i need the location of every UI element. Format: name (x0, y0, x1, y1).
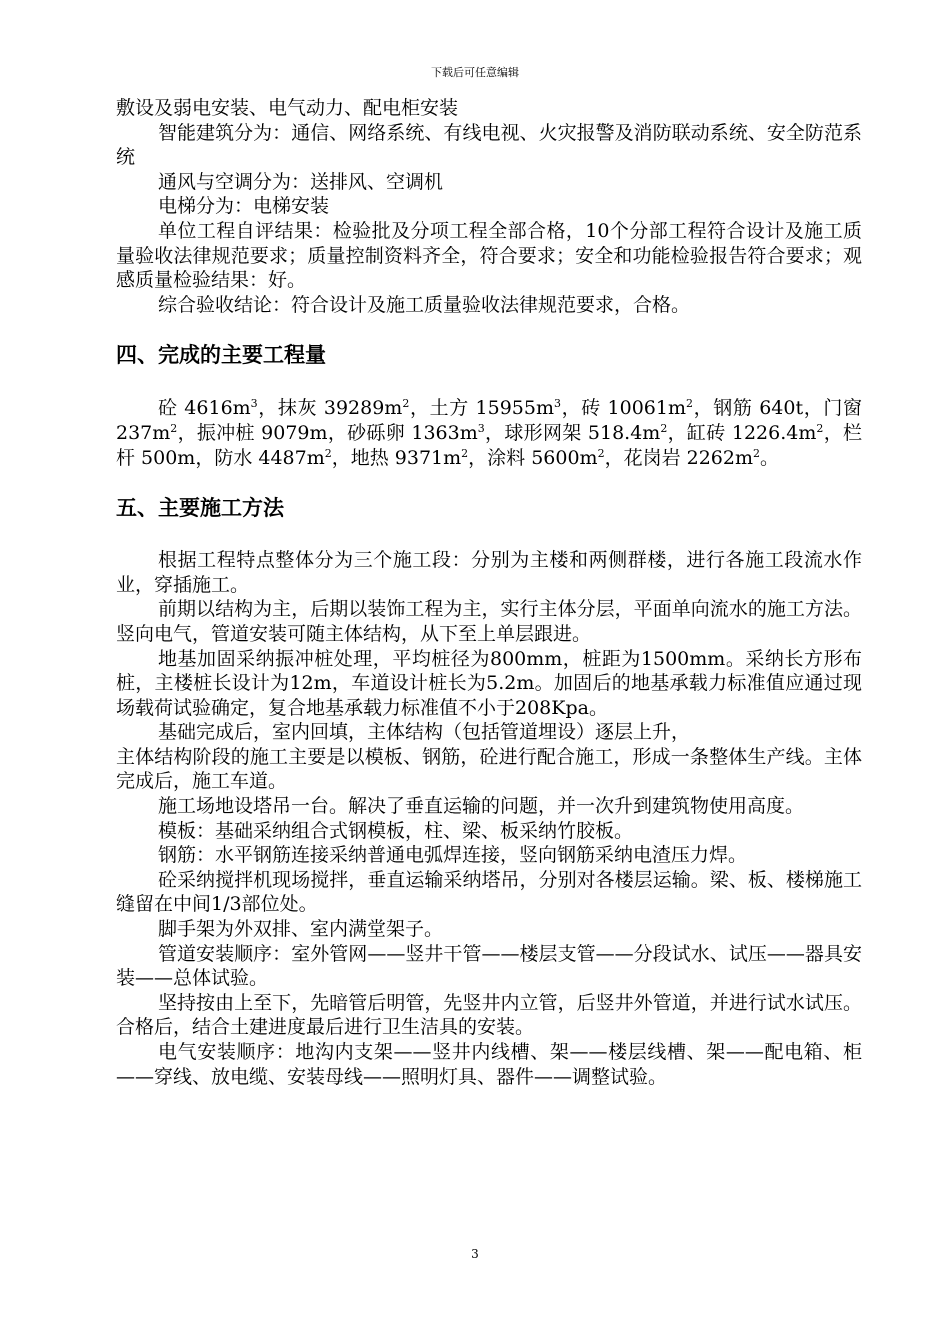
superscript: 2 (170, 421, 178, 435)
paragraph: 坚持按由上至下，先暗管后明管，先竖井内立管，后竖井外管道，并进行试水试压。合格后，结合土建进度最后进行卫生洁具的安装。 (116, 991, 862, 1039)
superscript: 2 (686, 397, 694, 411)
quantity-text: ，抹灰 39289m (257, 397, 403, 420)
document-body (116, 96, 862, 1089)
paragraph: 综合验收结论：符合设计及施工质量验收法律规范要求，合格。 (158, 293, 691, 316)
paragraph: 通风与空调分为：送排风、空调机 (158, 170, 444, 193)
paragraph: 施工场地设塔吊一台。解决了垂直运输的问题，并一次升到建筑物使用高度。 (158, 795, 805, 818)
superscript: 2 (660, 421, 668, 435)
superscript: 3 (477, 421, 485, 435)
paragraph: 电梯分为：电梯安装 (158, 195, 330, 218)
paragraph: 地基加固采纳振冲桩处理，平均桩径为800mm，桩距为1500mm。采纳长方形布桩，主楼桩长设计为12m，车道设计桩长为5.2m。加固后的地基承载力标准值应通过现场载荷试验确定，复合地基承载力标准值不小于208Kpa。 (116, 647, 862, 719)
paragraph: 主体结构阶段的施工主要是以模板、钢筋，砼进行配合施工，形成一条整体生产线。主体完成后，施工车道。 (116, 745, 862, 793)
superscript: 2 (324, 446, 332, 460)
quantity-text: ，涂料 5600m (468, 446, 598, 469)
superscript: 2 (461, 446, 469, 460)
superscript: 2 (597, 446, 605, 460)
quantity-text: ，缸砖 1226.4m (667, 421, 817, 444)
quantity-text: ，土方 15955m (409, 397, 554, 420)
paragraph: 钢筋：水平钢筋连接采纳普通电弧焊连接，竖向钢筋采纳电渣压力焊。 (158, 844, 748, 867)
quantity-text: ，钢筋 640t，门窗 237m (116, 397, 862, 444)
superscript: 3 (250, 397, 258, 411)
superscript: 3 (553, 397, 561, 411)
quantity-text: 砼 4616m (158, 397, 251, 420)
superscript: 2 (402, 397, 410, 411)
quantity-text: 。 (760, 446, 780, 469)
quantity-text: ，花岗岩 2262m (604, 446, 753, 469)
quantities-paragraph (116, 396, 862, 470)
quantity-text: ，地热 9371m (331, 446, 462, 469)
paragraph: 前期以结构为主，后期以装饰工程为主，实行主体分层，平面单向流水的施工方法。竖向电气，管道安装可随主体结构，从下至上单层跟进。 (116, 598, 862, 645)
paragraph: 砼采纳搅拌机现场搅拌，垂直运输采纳塔吊，分别对各楼层运输。梁、板、楼梯施工缝留在中间1/3部位处。 (116, 868, 862, 916)
section-heading: 五、主要施工方法 (116, 496, 284, 521)
quantity-text: ，振冲桩 9079m，砂砾卵 1363m (177, 421, 478, 444)
paragraph: 脚手架为外双排、室内满堂架子。 (158, 918, 444, 941)
paragraph: 管道安装顺序：室外管网——竖井干管——楼层支管——分段试水、试压——器具安装——总体试验。 (116, 942, 862, 990)
paragraph: 智能建筑分为：通信、网络系统、有线电视、火灾报警及消防联动系统、安全防范系统 (116, 121, 862, 169)
quantity-text: ，栏杆 500m，防水 4487m (116, 421, 862, 469)
quantity-text: ，球形网架 518.4m (484, 421, 661, 444)
page-number: 3 (471, 1247, 479, 1261)
quantity-text: ，砖 10061m (560, 397, 687, 420)
paragraph: 电气安装顺序：地沟内支架——竖井内线槽、架——楼层线槽、架——配电箱、柜——穿线、放电缆、安装母线——照明灯具、器件——调整试验。 (116, 1041, 862, 1088)
section-heading: 四、完成的主要工程量 (116, 343, 326, 368)
paragraph: 基础完成后，室内回填，主体结构（包括管道埋设）逐层上升， (158, 721, 691, 744)
superscript: 2 (816, 421, 824, 435)
page-header: 下载后可任意编辑 (431, 66, 519, 79)
paragraph: 敷设及弱电安装、电气动力、配电柜安装 (116, 97, 459, 119)
paragraph: 根据工程特点整体分为三个施工段：分别为主楼和两侧群楼，进行各施工段流水作业，穿插施工。 (116, 549, 862, 596)
paragraph: 模板：基础采纳组合式钢模板，柱、梁、板采纳竹胶板。 (158, 819, 634, 842)
paragraph: 单位工程自评结果：检验批及分项工程全部合格，10个分部工程符合设计及施工质量验收法律规范要求；质量控制资料齐全，符合要求；安全和功能检验报告符合要求；观感质量检验结果：好。 (116, 219, 862, 292)
superscript: 2 (753, 446, 760, 460)
